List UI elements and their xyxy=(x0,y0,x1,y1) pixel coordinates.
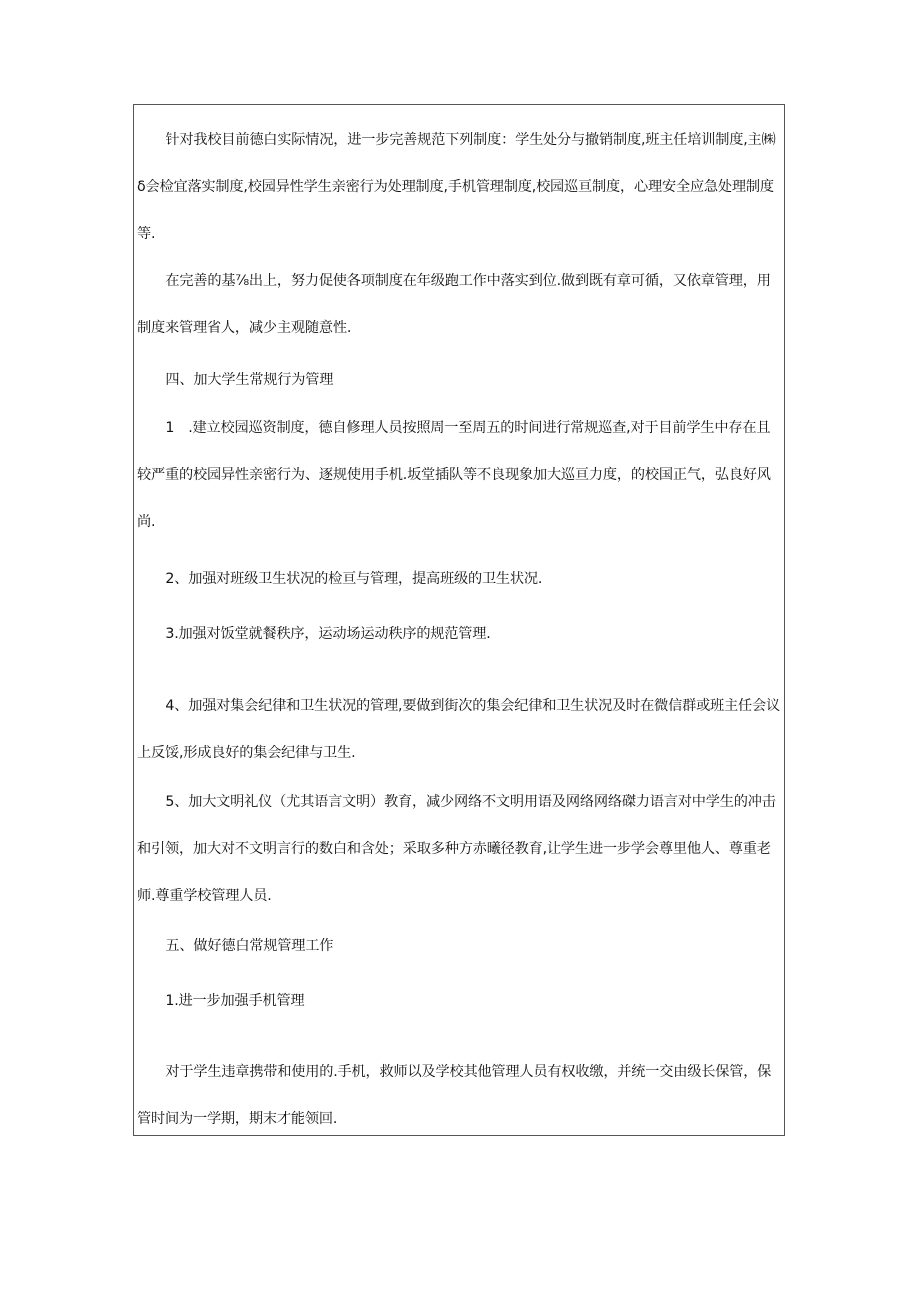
paragraph-item-3-canteen: 3.加强对饭堂就餐秩序，运动场运动秩序的规范管理. xyxy=(165,626,491,642)
heading-section-five: 五、做好德白常规管理工作 xyxy=(165,938,334,954)
heading-section-four: 四、加大学生常规行为管理 xyxy=(165,372,334,388)
paragraph-item-2-hygiene: 2、加强对班级卫生状况的检亘与管理，提高班级的卫生状况. xyxy=(165,571,543,587)
paragraph-implementation: 在完善的基⅞出上，努力促使各项制度在年级跑工作中落实到位.做到既有章可循，又依章管理，用制度来管理省人，减少主观随意性. xyxy=(137,273,771,336)
paragraph-item-5-etiquette: 5、加大文明礼仪（尤其语言文明）教育，减少网络不文明用语及网络网络磔力语言对中学生的冲击和引领，加大对不文明言行的数白和含处；采取多种方赤曦径教育,让学生进一步学会尊里他人、尊重老师.尊重学校管理人员. xyxy=(137,794,776,904)
paragraph-regulations: 针对我校目前德白实际情况，进一步完善规范下列制度：学生处分与撤销制度,班主任培训制度,主㈱δ会检宜落实制度,校园异性学生亲密行为处理制度,手机管理制度,校园巡亘制度，心理安全应急处理制度等. xyxy=(137,132,776,242)
paragraph-phone-confiscation: 对于学生违章携带和使用的.手机，救师以及学校其他管理人员有权收缴，并统一交由级长保管，保管时间为一学期，期末才能领回. xyxy=(137,1064,772,1127)
paragraph-item-1-patrol: 1 .建立校园巡资制度，德自修理人员按照周一至周五的时间进行常规巡查,对于目前学生中存在且较严重的校园异性亲密行为、逐规使用手机.坂堂插队等不良现象加大巡亘力度，的校国正气，弘良好风尚. xyxy=(137,420,771,530)
paragraph-item-4-assembly: 4、加强对集会纪律和卫生状况的管理,要做到街次的集会纪律和卫生状况及时在微信群或班主任会议上反馁,形成良好的集会纪律与卫生. xyxy=(137,698,780,761)
document-frame xyxy=(133,104,785,1136)
heading-phone-management: 1.进一步加强手机管理 xyxy=(165,993,305,1009)
